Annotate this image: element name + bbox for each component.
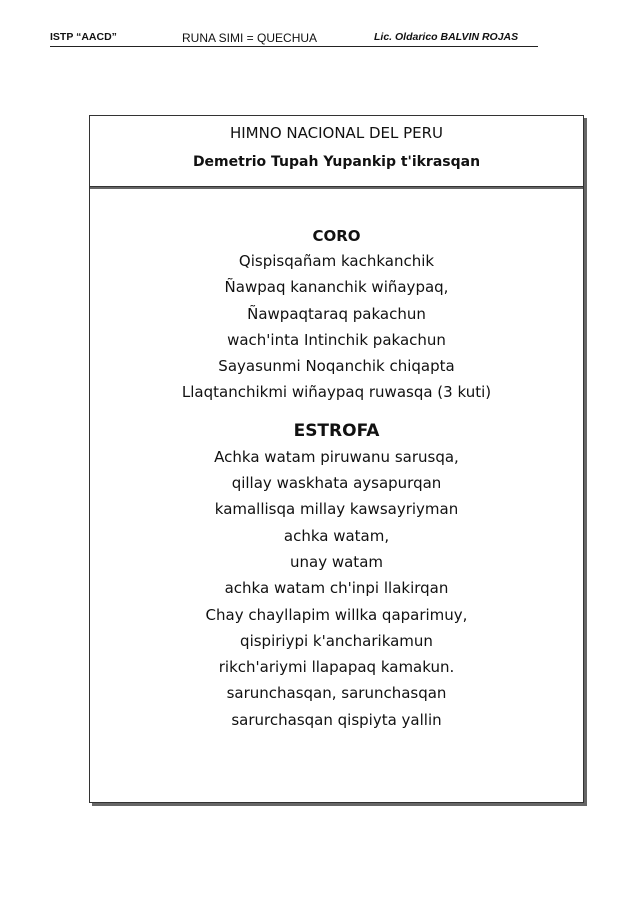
coro-line: Qispisqañam kachkanchik [238, 252, 435, 270]
coro-heading: CORO [312, 227, 361, 245]
estrofa-line: kamallisqa millay kawsayriyman [214, 500, 459, 519]
header-course: RUNA SIMI = QUECHUA [182, 31, 318, 45]
estrofa-line: unay watam [290, 552, 383, 571]
estrofa-verses [90, 444, 583, 733]
title-box [90, 116, 583, 187]
estrofa-line: Chay chayllapim willka qaparimuy, [205, 605, 468, 624]
coro-line: Ñawpaqtaraq pakachun [247, 304, 426, 323]
anthem-frame [89, 115, 584, 803]
coro-line: Ñawpaq kananchik wiñaypaq, [224, 278, 449, 297]
estrofa-line: rikch'ariymi llapapaq kamakun. [218, 658, 455, 677]
header-institution: ISTP “AACD” [50, 31, 117, 43]
estrofa-line: Achka watam piruwanu sarusqa, [214, 447, 459, 466]
anthem-translator: Demetrio Tupah Yupankip t'ikrasqan [192, 154, 481, 170]
coro-line: Sayasunmi Noqanchik chiqapta [218, 357, 455, 376]
estrofa-line: achka watam, [283, 526, 390, 545]
estrofa-line: sarunchasqan, sarunchasqan [226, 684, 447, 703]
anthem-body [90, 224, 583, 733]
estrofa-line: achka watam ch'inpi llakirqan [224, 579, 449, 598]
page-header [50, 30, 538, 47]
coro-line: wach'inta Intinchik pakachun [227, 330, 446, 349]
estrofa-line: qillay waskhata aysapurqan [231, 474, 442, 493]
estrofa-heading: ESTROFA [293, 420, 380, 441]
estrofa-line: qispiriypi k'ancharikamun [240, 631, 433, 650]
estrofa-line: sarurchasqan qispiyta yallin [231, 710, 442, 729]
anthem-title: HIMNO NACIONAL DEL PERU [229, 124, 444, 142]
header-author: Lic. Oldarico BALVIN ROJAS [374, 31, 519, 43]
coro-verses [90, 248, 583, 406]
coro-line: Llaqtanchikmi wiñaypaq ruwasqa (3 kuti) [181, 383, 492, 402]
